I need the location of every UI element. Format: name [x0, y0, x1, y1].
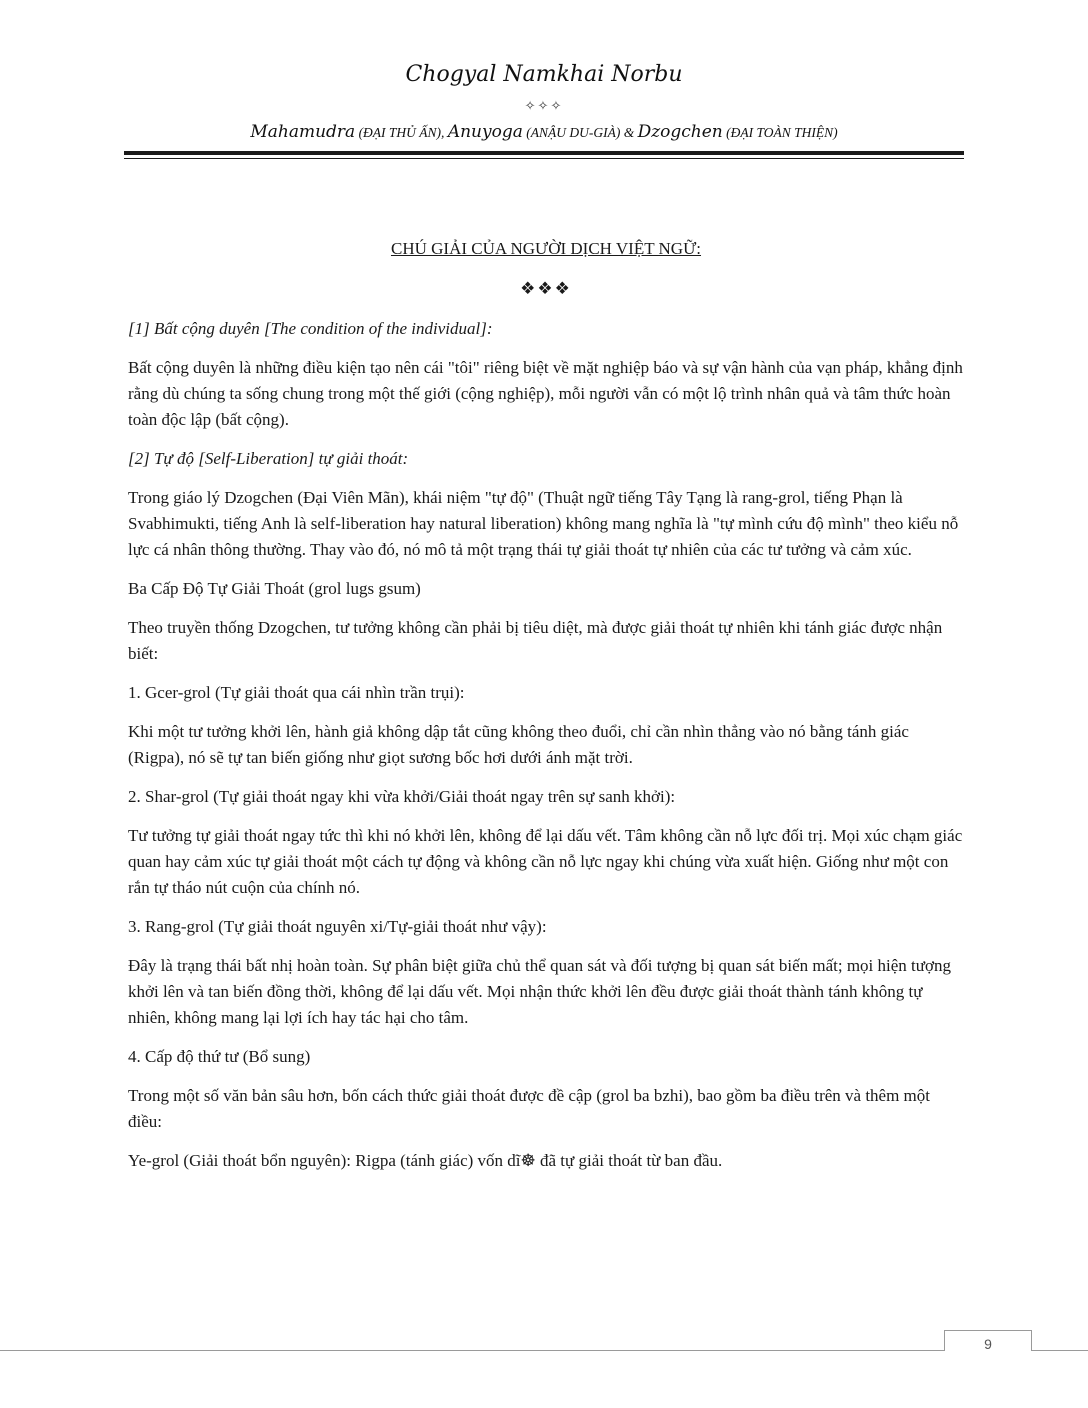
level-4-body: Trong một số văn bản sâu hơn, bốn cách thức giải thoát được đề cập (grol ba bzhi), bao gồm ba điều trên và thêm một điều:	[128, 1086, 931, 1131]
subtitle-dzogchen: Dzogchen	[637, 122, 723, 142]
subtitle-dzogchen-vn: (ĐẠI TOÀN THIỆN)	[722, 125, 838, 140]
subtitle-mahamudra-vn: (ĐẠI THỦ ẤN),	[355, 125, 448, 140]
header-rule-thick	[124, 151, 964, 155]
levels-heading: Ba Cấp Độ Tự Giải Thoát (grol lugs gsum)	[128, 579, 421, 598]
note-1-body: Bất cộng duyên là những điều kiện tạo nên cái "tôi" riêng biệt về mặt nghiệp báo và sự vận hành của vạn pháp, khẳng định rằng dù chúng ta sống chung trong một thế giới (cộng nghiệp), mỗi người vẫn có một lộ trình nhân quả và tâm thức hoàn toàn độc lập (bất cộng).	[128, 358, 963, 429]
note-2-body: Trong giáo lý Dzogchen (Đại Viên Mãn), khái niệm "tự độ" (Thuật ngữ tiếng Tây Tạng là rang-grol, tiếng Phạn là Svabhimukti, tiếng Anh là self-liberation hay natural liberation) không mang nghĩa là "tự mình cứu độ mình" theo kiểu nỗ lực cá nhân thông thường. Thay vào đó, nó mô tả một trạng thái tự giải thoát tự nhiên của các tư tưởng và cảm xúc.	[128, 488, 959, 559]
header-ornament: ✧✧✧	[524, 98, 564, 113]
note-1-heading: [1] Bất cộng duyên [The condition of the individual]:	[128, 319, 493, 338]
subtitle-anuyoga-vn: (ANẬU DU-GIÀ) &	[522, 125, 638, 140]
header-author: Chogyal Namkhai Norbu	[405, 62, 683, 87]
page-number: 9	[984, 1336, 992, 1352]
level-2-heading: 2. Shar-grol (Tự giải thoát ngay khi vừa khởi/Giải thoát ngay trên sự sanh khởi):	[128, 787, 676, 806]
page-body	[128, 236, 964, 1187]
level-3-heading: 3. Rang-grol (Tự giải thoát nguyên xi/Tự-giải thoát như vậy):	[128, 917, 547, 936]
level-2-body: Tư tưởng tự giải thoát ngay tức thì khi nó khởi lên, không để lại dấu vết. Tâm không cần nỗ lực đối trị. Mọi xúc chạm giác quan hay cảm xúc tự giải thoát một cách tự động và không cần nỗ lực ngay khi chúng vừa xuất hiện. Giống như một con rắn tự tháo nút cuộn của chính nó.	[128, 826, 963, 897]
level-4-heading: 4. Cấp độ thứ tư (Bổ sung)	[128, 1047, 311, 1066]
header-subtitle	[0, 122, 1088, 142]
subtitle-mahamudra: Mahamudra	[250, 122, 356, 142]
section-title: CHÚ GIẢI CỦA NGƯỜI DỊCH VIỆT NGỮ:	[390, 239, 702, 258]
level-3-body: Đây là trạng thái bất nhị hoàn toàn. Sự phân biệt giữa chủ thể quan sát và đối tượng bị quan sát biến mất; mọi hiện tượng khởi lên và tan biến đồng thời, không để lại dấu vết. Mọi nhận thức khởi lên đều được giải thoát thành tánh không tự nhiên, không mang lại lợi ích hay tác hại cho tâm.	[128, 956, 951, 1027]
level-1-heading: 1. Gcer-grol (Tự giải thoát qua cái nhìn trần trụi):	[128, 683, 465, 702]
note-2-heading: [2] Tự độ [Self-Liberation] tự giải thoát:	[128, 449, 409, 468]
levels-intro: Theo truyền thống Dzogchen, tư tưởng không cần phải bị tiêu diệt, mà được giải thoát tự nhiên khi tánh giác được nhận biết:	[128, 618, 943, 663]
header-rule-thin	[124, 158, 964, 159]
footer-rule	[0, 1350, 1088, 1351]
level-1-body: Khi một tư tưởng khởi lên, hành giả không dập tắt cũng không theo đuổi, chỉ cần nhìn thẳng vào nó bằng tánh giác (Rigpa), nó sẽ tự tan biến giống như giọt sương bốc hơi dưới ánh mặt trời.	[128, 722, 909, 767]
subtitle-anuyoga: Anuyoga	[447, 122, 523, 142]
section-ornament: ❖❖❖	[520, 279, 572, 298]
ye-grol-paragraph: Ye-grol (Giải thoát bổn nguyên): Rigpa (tánh giác) vốn dĩ☸ đã tự giải thoát từ ban đầu.	[128, 1151, 723, 1170]
